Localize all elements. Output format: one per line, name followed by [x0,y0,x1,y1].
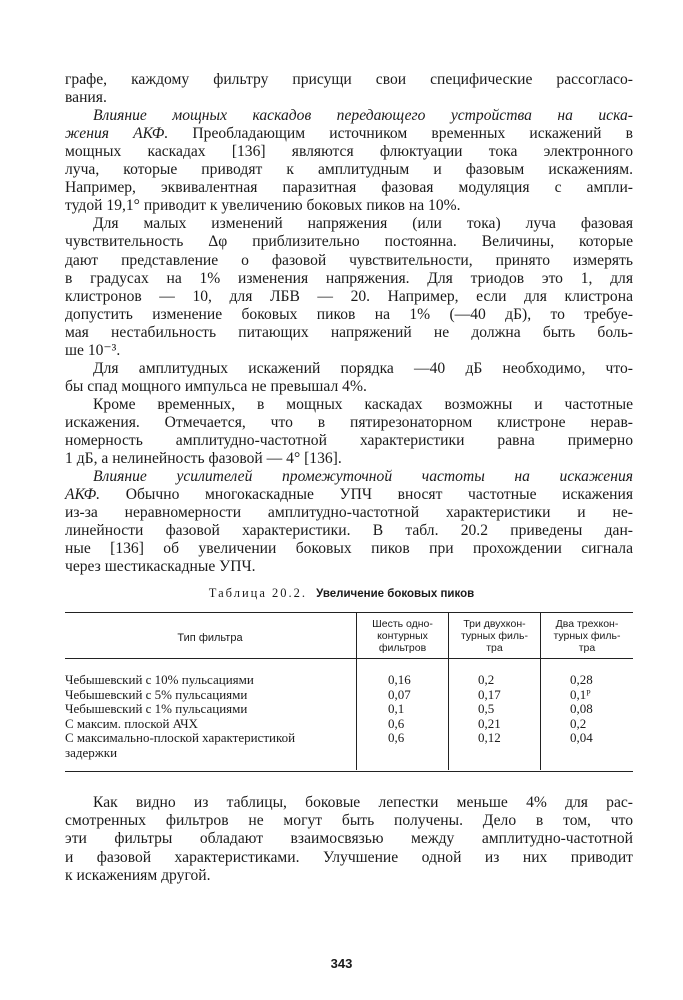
text-run: мая нестабильность питающих напряжений не должна быть боль- [65,323,633,341]
column-header-line: турных филь- [460,630,528,642]
column-header-line: Шесть одно- [372,618,433,630]
table-cell: 0,07 [388,686,411,702]
text-line [65,197,633,215]
text-line [93,107,633,125]
text-run: ше 10⁻³. [65,341,121,359]
text-line [93,396,633,414]
table-row-label: Чебышевский с 10% пульсациями [65,672,254,687]
table-row-label: задержки [65,745,118,760]
column-header [357,618,448,654]
column-header [65,632,355,644]
table-cell: 0,12 [478,730,501,746]
text-line [65,125,633,143]
text-run: через шестикаскадные УПЧ. [65,558,256,576]
table-cell: 0,1ᴾ [570,686,591,702]
text-run: луча, которые приводят к амплитудным и фазовым искажениям. [65,161,633,179]
table-row-label: С максим. плоской АЧХ [65,715,198,731]
text-line [93,468,633,486]
text-line [65,414,633,432]
text-run: номерность амплитудно-частотной характеристики равна примерно [65,432,633,449]
text-line [65,504,633,522]
table-cell: 0,04 [570,730,593,746]
column-header [449,618,540,654]
text-run: смотренных фильтров не могут быть получены. Дело в том, что [65,812,633,830]
text-run: в градусах на 1% изменения напряжения. Для триодов это 1, для [65,269,633,287]
text-run: Например, эквивалентная паразитная фазовая модуляция с ампли- [65,179,633,197]
text-line [65,89,633,107]
text-line [65,450,633,468]
text-run: Как видно из таблицы, боковые лепестки меньше 4% для рас- [93,794,633,811]
table-cell: 0,2 [570,715,587,731]
text-line [65,252,633,270]
table-header-rule [65,658,633,659]
text-line [65,233,633,251]
text-run: Для малых изменений напряжения (или тока) луча фазовая [93,215,633,233]
text-run: Обычно многокаскадные УПЧ вносят частотные искажения [100,486,633,504]
text-line [65,830,633,848]
text-line [65,306,633,324]
text-line [65,486,633,504]
text-line [65,71,633,89]
text-line [65,288,633,306]
table-cell: 0,1 [388,701,405,717]
text-run: ные [136] об увеличении боковых пиков при прохождении сигнала [65,540,633,558]
text-run: допустить изменение боковых пиков на 1% (—40 дБ), то требуе- [65,305,633,323]
text-line [65,432,633,450]
text-run: вания. [65,89,107,107]
text-line [65,867,633,885]
page-number: 343 [330,956,353,971]
text-line [65,342,633,360]
text-run: тудой 19,1° приводит к увеличению боковых пиков на 10%. [65,197,461,215]
italic-heading: АКФ. [65,486,101,504]
text-run: Преобладающим источником временных искажений в [168,125,633,143]
text-run: линейности фазовой характеристики. В табл. 20.2 приведены дан- [65,522,633,540]
table-cell: 0,17 [478,686,501,702]
column-header-line: тра [578,642,596,654]
table-row-label: Чебышевский с 1% пульсациями [65,701,248,717]
column-header-line: Три двухкон- [463,618,526,630]
text-run: мощных каскадах [136] являются флюктуации тока электронного [65,143,633,161]
table-cell: 0,5 [478,701,495,717]
text-line [65,812,633,830]
text-line [65,324,633,342]
table-top-rule [65,612,633,613]
column-header-line: Тип фильтра [177,632,243,644]
text-line [65,522,633,540]
table-caption [0,586,683,601]
text-run: дают представление о фазовой чувствительности, принято измерять [65,251,633,269]
italic-heading: Влияние мощных каскадов передающего устройства на иска- [93,107,633,125]
table-label: Таблица 20.2. [208,586,308,600]
italic-heading: Влияние усилителей промежуточной частоты на искажения [93,468,633,486]
text-line [65,849,633,867]
text-line [65,161,633,179]
column-header-line: Два трехкон- [555,618,619,630]
text-line [65,143,633,161]
text-run: бы спад мощного импульса не превышал 4%. [65,377,367,395]
text-line [65,270,633,288]
italic-heading: жения АКФ. [65,125,169,143]
text-line [65,540,633,558]
table-row-label: С максимально-плоской характеристикой [65,730,296,746]
table-cell: 0,2 [478,672,495,687]
table-cell: 0,28 [570,672,593,687]
text-run: Кроме временных, в мощных каскадах возможны и частотные [93,395,633,413]
text-line [65,558,633,576]
table-bottom-rule [65,771,633,772]
text-run: Для амплитудных искажений порядка —40 дБ необходимо, что- [93,359,633,377]
table-cell: 0,6 [388,730,405,746]
text-run: 1 дБ, а нелинейность фазовой — 4° [136]. [65,450,342,468]
table-cell: 0,21 [478,715,501,731]
text-run: искажения. Отмечается, что в пятирезонаторном клистроне нерав- [65,413,633,431]
text-run: к искажениям другой. [65,866,211,884]
text-line [65,378,633,396]
column-header-line: турных филь- [553,630,621,642]
text-line [93,215,633,233]
text-line [93,794,633,812]
column-header-line: фильтров [378,642,427,654]
text-run: и фазовой характеристиками. Улучшение одной из них приводит [65,848,633,866]
column-header-line: контурных [377,630,428,642]
text-run: чувствительность Δφ приблизительно постоянна. Величины, которые [65,233,633,251]
table-cell: 0,6 [388,715,405,731]
text-run: клистронов — 10, для ЛБВ — 20. Например, если для клистрона [65,287,633,305]
column-header [541,618,633,654]
text-line [93,360,633,378]
text-line [65,179,633,197]
text-run: из-за неравномерности амплитудно-частотной характеристики и не- [65,504,633,522]
table-title: Увеличение боковых пиков [316,588,475,600]
text-run: эти фильтры обладают взаимосвязью между амплитудно-частотной [65,830,633,848]
table-cell: 0,16 [388,672,411,687]
text-run: графе, каждому фильтру присущи свои специфические рассогласо- [65,71,633,88]
table-cell: 0,08 [570,701,593,717]
table-row-label: Чебышевский с 5% пульсациями [65,686,248,702]
column-header-line: тра [486,642,503,654]
